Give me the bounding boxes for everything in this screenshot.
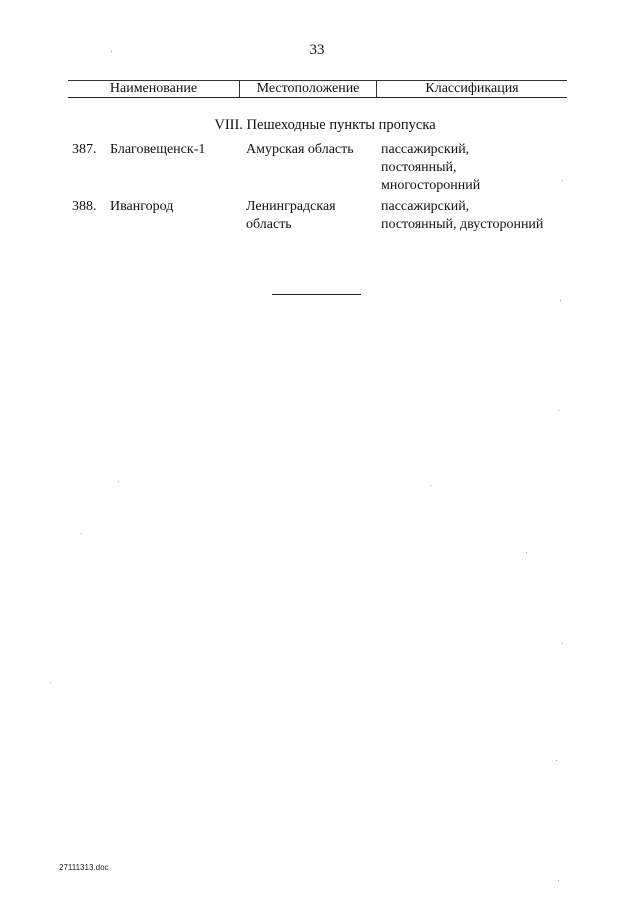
row-name: Благовещенск-1 [110,142,206,157]
footer-filename: 27111313.doc [59,863,109,872]
row-classification-line: пассажирский, [381,142,470,157]
row-location [246,198,376,234]
scan-speck [562,643,563,644]
row-location-line: Ленинградская [246,199,336,214]
row-classification [381,198,581,234]
row-classification-line: постоянный, [381,160,457,175]
row-name: Ивангород [110,199,174,214]
row-classification-line: многосторонний [381,178,481,193]
scan-speck [556,760,557,761]
row-number: 387. [72,142,97,157]
scan-speck [560,300,561,301]
scan-speck [81,533,82,534]
scan-speck [558,880,559,881]
scan-speck [111,51,112,52]
scan-speck [526,552,527,553]
row-location-line: область [246,217,292,232]
end-divider [272,294,361,295]
scan-speck [118,481,119,482]
header-name: Наименование [68,81,240,97]
row-classification [381,141,581,195]
header-classification: Классификация [425,81,519,96]
scan-speck [562,180,563,181]
row-number: 388. [72,199,97,214]
row-location [246,141,376,159]
header-location: Местоположение [240,81,377,97]
scan-speck [50,682,51,683]
scan-speck [430,485,431,486]
row-classification-line: постоянный, двусторонний [381,217,544,232]
row-classification-line: пассажирский, [381,199,470,214]
row-location-line: Амурская область [246,142,354,157]
page-number: 33 [309,42,325,58]
table-header [68,80,567,98]
section-title: VIII. Пешеходные пункты пропуска [214,117,436,133]
scan-speck [558,410,559,411]
